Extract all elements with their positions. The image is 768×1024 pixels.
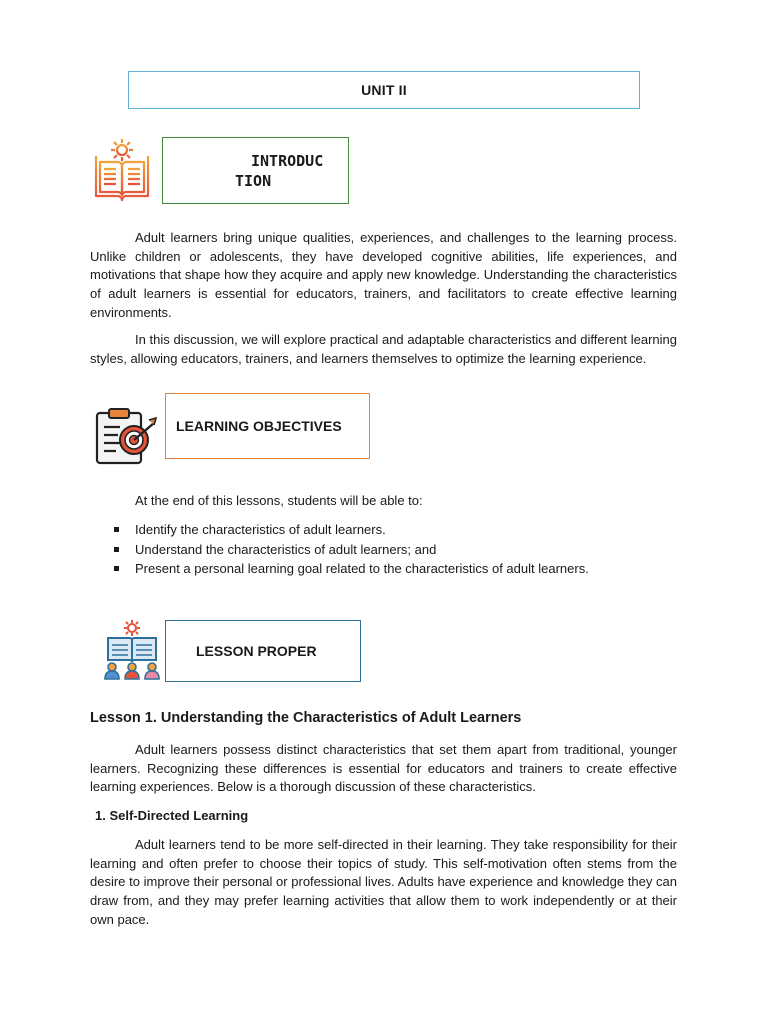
introduction-heading-line2: TION [235,172,272,190]
lesson-intro-paragraph: Adult learners possess distinct characteristics that set them apart from traditional, younger learners. Recognizing these differences is essential for educators and trainers to create effective learning experiences. Below is a thorough discussion of these characteristics. [90,742,677,795]
introduction-paragraph-1: Adult learners bring unique qualities, experiences, and challenges to the learning process. Unlike children or adolescents, they have developed cognitive abilities, life experiences, and motivations that shape how they acquire and apply new knowledge. Understanding the characteristics of adult learners is essential for educators, trainers, and facilitators to create effective learning environments. [90,230,677,320]
objectives-heading-box [165,393,370,459]
lesson-proper-heading: LESSON PROPER [196,643,317,659]
lesson-proper-heading-box [165,620,361,682]
clipboard-target-icon [94,407,160,465]
list-item: Identify the characteristics of adult learners. [113,520,589,540]
lesson-title: Lesson 1. Understanding the Characteristics of Adult Learners [90,710,522,726]
objectives-list [113,520,589,579]
introduction-heading-line1: INTRODUC [251,152,324,170]
introduction-paragraph-2: In this discussion, we will explore practical and adaptable characteristics and different learning styles, allowing educators, trainers, and learners themselves to optimize the learning experience. [90,332,677,366]
section-title: 1. Self-Directed Learning [95,808,249,823]
list-item: Present a personal learning goal related to the characteristics of adult learners. [113,559,589,579]
list-item: Understand the characteristics of adult learners; and [113,540,589,560]
objectives-intro: At the end of this lessons, students will be able to: [135,493,423,508]
book-learners-icon [102,618,162,680]
unit-title: UNIT II [361,82,407,98]
unit-title-box [128,71,640,109]
section-paragraph: Adult learners tend to be more self-directed in their learning. They take responsibility for their learning and often prefer to choose their topics of study. This self-motivation often stems from the desire to improve their personal or professional lives. Adults have experience and knowledge they can draw from, and they may prefer learning activities that allow them to work independently or at their own pace. [90,837,677,927]
introduction-heading-box [162,137,349,204]
book-gear-icon [90,136,154,204]
objectives-heading: LEARNING OBJECTIVES [176,418,342,434]
